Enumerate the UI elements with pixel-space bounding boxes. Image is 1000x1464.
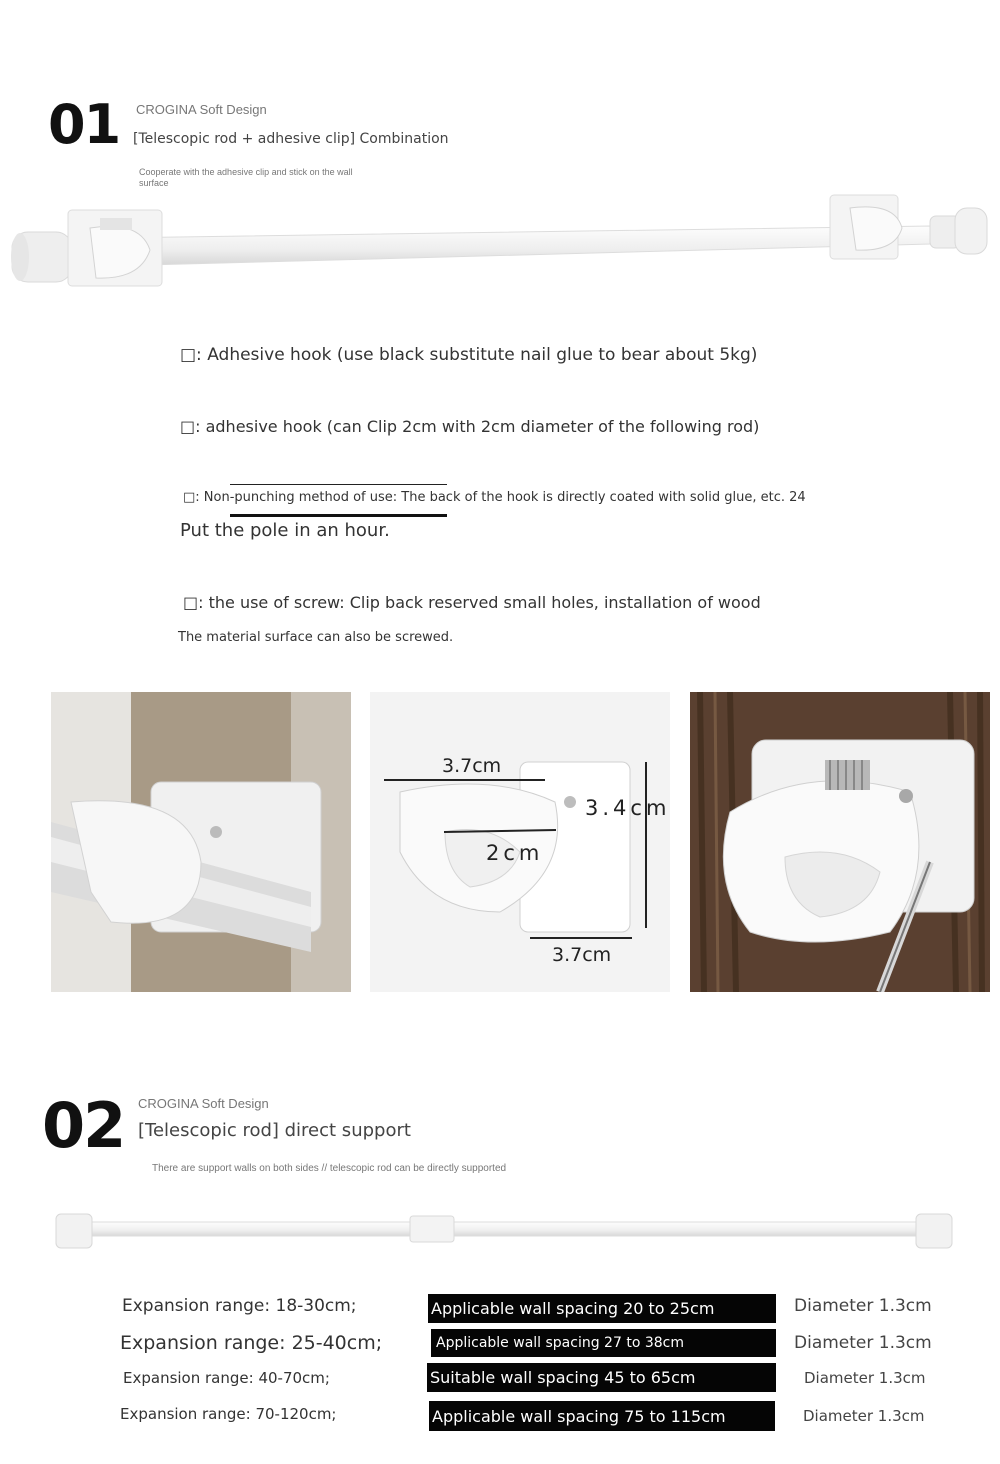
photo-clip-holding-rod	[51, 692, 351, 992]
spec-diameter-4: Diameter 1.3cm	[803, 1407, 925, 1425]
bullet-non-punching-continued: Put the pole in an hour.	[180, 520, 390, 541]
dimension-top-width: 3.7cm	[442, 755, 502, 777]
dimension-height: 3.4cm	[585, 796, 670, 820]
bullet-adhesive-hook-clip: □: adhesive hook (can Clip 2cm with 2cm diameter of the following rod)	[180, 417, 760, 436]
spec-diameter-3: Diameter 1.3cm	[804, 1369, 926, 1387]
divider-line-bottom	[230, 514, 447, 517]
photo-clip-screw-wood	[690, 692, 990, 992]
telescopic-rod-with-clips-image	[0, 190, 1000, 295]
section-number-1: 01	[48, 93, 120, 156]
section-note-2: There are support walls on both sides // telescopic rod can be directly supported	[152, 1163, 507, 1174]
spec-diameter-1: Diameter 1.3cm	[794, 1296, 932, 1316]
spec-spacing-4: Applicable wall spacing 75 to 115cm	[429, 1401, 775, 1431]
spec-range-2: Expansion range: 25-40cm;	[120, 1332, 383, 1354]
brand-label-1: CROGINA Soft Design	[136, 102, 267, 117]
section-title-1: [Telescopic rod + adhesive clip] Combination	[133, 131, 449, 147]
spec-range-4: Expansion range: 70-120cm;	[120, 1405, 337, 1423]
spec-spacing-2: Applicable wall spacing 27 to 38cm	[431, 1329, 776, 1357]
section-title-2: [Telescopic rod] direct support	[138, 1120, 411, 1141]
bullet-screw-continued: The material surface can also be screwed.	[178, 630, 454, 645]
brand-label-2: CROGINA Soft Design	[138, 1096, 269, 1111]
spec-range-3: Expansion range: 40-70cm;	[123, 1369, 330, 1387]
bullet-non-punching: □: Non-punching method of use: The back of the hook is directly coated with solid glue, etc. 24	[183, 490, 806, 505]
spec-spacing-3: Suitable wall spacing 45 to 65cm	[427, 1363, 776, 1392]
photo-clip-dimensions	[370, 692, 670, 992]
spec-diameter-2: Diameter 1.3cm	[794, 1333, 932, 1353]
section-note-1: Cooperate with the adhesive clip and stick on the wall surface	[139, 167, 353, 188]
dimension-rod: 2cm	[486, 841, 544, 865]
bullet-screw: □: the use of screw: Clip back reserved small holes, installation of wood	[183, 593, 761, 612]
bullet-adhesive-hook-load: □: Adhesive hook (use black substitute nail glue to bear about 5kg)	[180, 345, 758, 365]
section-number-2: 02	[42, 1089, 125, 1162]
telescopic-rod-image	[50, 1208, 960, 1258]
spec-spacing-1: Applicable wall spacing 20 to 25cm	[428, 1294, 776, 1323]
divider-line-top	[230, 484, 447, 485]
dimension-bottom-width: 3.7cm	[552, 944, 612, 966]
spec-range-1: Expansion range: 18-30cm;	[122, 1296, 357, 1316]
